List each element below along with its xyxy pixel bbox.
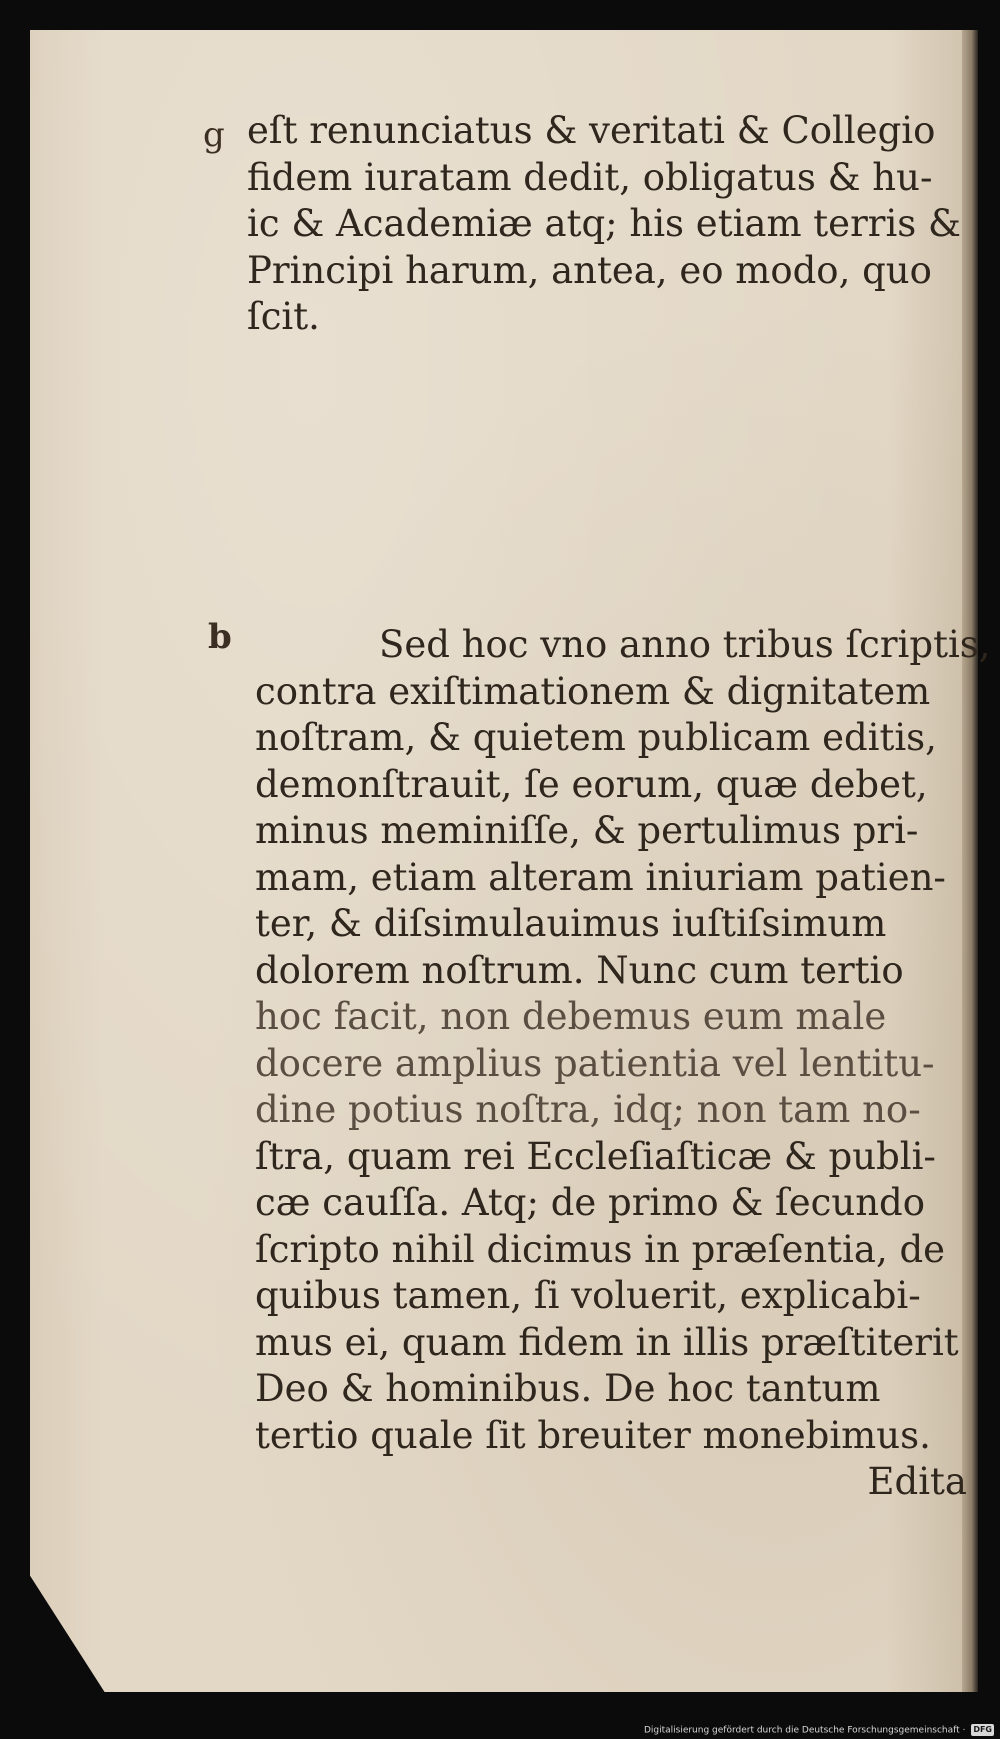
- text-line: fidem iuratam dedit, obligatus & hu-: [247, 155, 933, 199]
- text-block-top: [247, 108, 962, 341]
- text-line: ſtra, quam rei Eccleſiaſticæ & publi-: [255, 1134, 936, 1178]
- text-block-main: [255, 622, 991, 1506]
- text-line: tertio quale ſit breuiter monebimus.: [255, 1413, 931, 1457]
- signature-mark-b: b: [208, 617, 232, 657]
- text-line: quibus tamen, ſi voluerit, explicabi-: [255, 1274, 921, 1317]
- digitization-credit: [0, 1724, 994, 1737]
- catchword: Edita: [867, 1460, 967, 1503]
- text-line: mus ei, quam fidem in illis præſtiterit: [255, 1320, 959, 1364]
- dfg-logo: DFG: [973, 1725, 992, 1734]
- text-line: ſcripto nihil dicimus in præſentia, de: [255, 1227, 946, 1271]
- signature-mark-g: g: [203, 115, 225, 155]
- credit-text: Digitalisierung gefördert durch die Deutsche Forschungsgemeinschaft: [643, 1725, 960, 1736]
- text-line: eſt renunciatus & veritati & Collegio: [247, 109, 936, 152]
- text-line: demonſtrauit, ſe eorum, quæ debet,: [255, 762, 928, 806]
- text-line: ſcit.: [247, 295, 320, 338]
- text-line: ter, & diſsimulauimus iuſtiſsimum: [255, 902, 887, 945]
- text-line: dolorem noſtrum. Nunc cum tertio: [255, 948, 904, 992]
- paragraph-first-line: Sed hoc vno anno tribus ſcriptis,: [379, 623, 991, 666]
- text-line: dine potius noſtra, idq; non tam no-: [255, 1088, 921, 1131]
- text-line: Deo & hominibus. De hoc tantum: [255, 1367, 881, 1410]
- text-line: mam, etiam alteram iniuriam patien-: [255, 855, 946, 899]
- text-line: cæ cauſſa. Atq; de primo & ſecundo: [255, 1181, 925, 1224]
- text-line: docere amplius patientia vel lentitu-: [255, 1041, 935, 1085]
- credit-separator: ·: [962, 1725, 966, 1736]
- text-line: Principi harum, antea, eo modo, quo: [247, 248, 932, 292]
- text-line: noſtram, & quietem publicam editis,: [255, 716, 937, 759]
- text-line: minus meminiſſe, & pertulimus pri-: [255, 809, 919, 852]
- text-line: contra exiſtimationem & dignitatem: [255, 669, 931, 713]
- text-line: hoc facit, non debemus eum male: [255, 995, 887, 1038]
- text-line: ic & Academiæ atq; his etiam terris &: [247, 202, 961, 245]
